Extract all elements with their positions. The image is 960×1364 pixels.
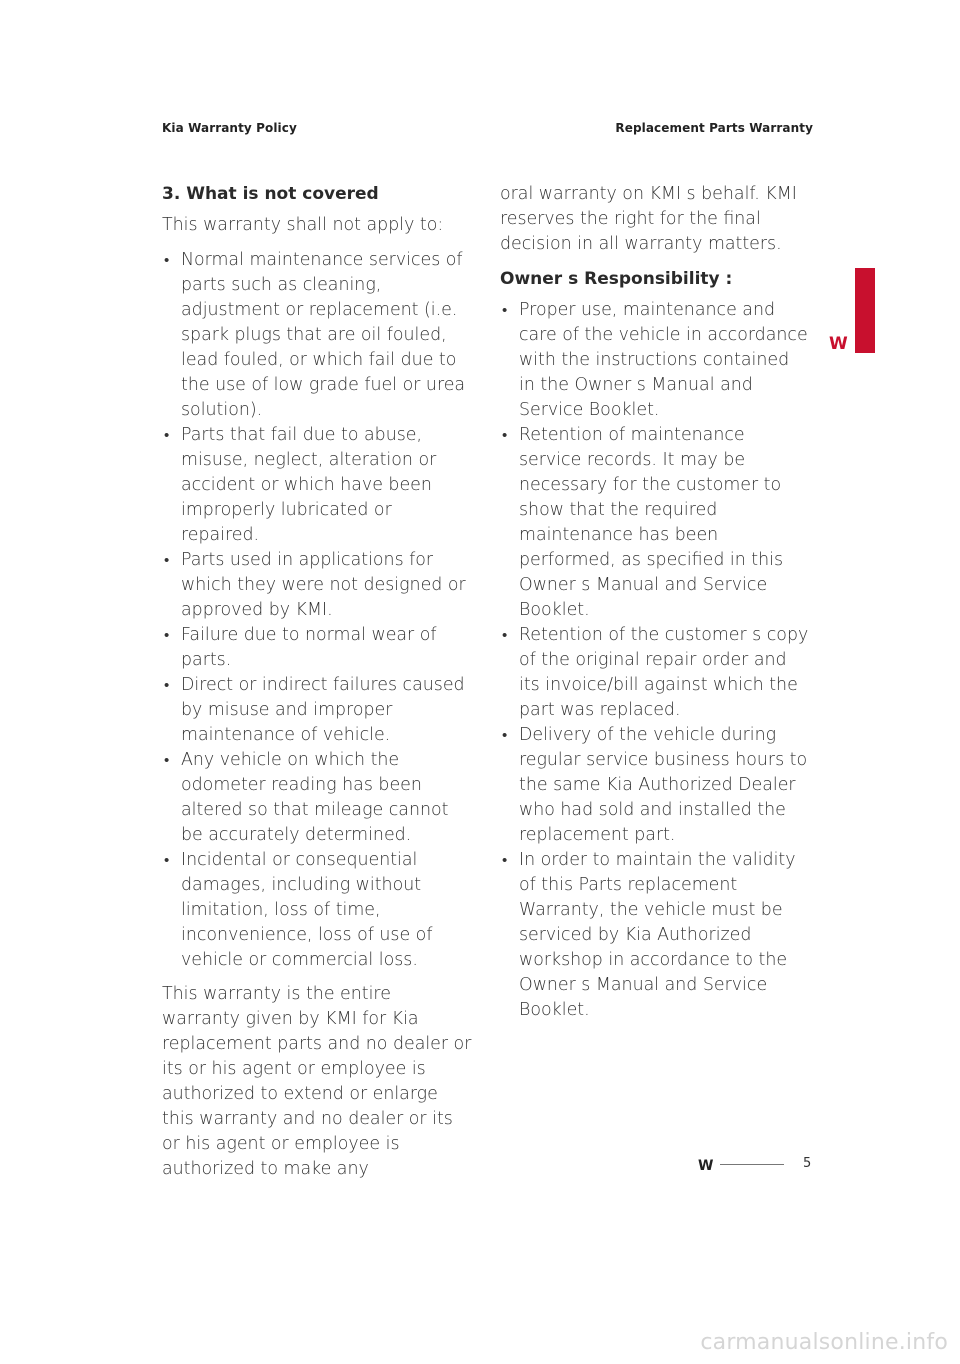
list-item: • Direct or indirect failures caused by misuse and improper maintenance of vehicle. bbox=[162, 673, 472, 748]
running-header-right: Replacement Parts Warranty bbox=[615, 121, 813, 135]
list-item: • Incidental or consequential damages, including without limitation, loss of time, inconvenience, loss of use of vehicle or commercial loss. bbox=[162, 848, 472, 973]
owner-responsibility-heading: Owner s Responsibility : bbox=[500, 269, 733, 289]
list-item: • Normal maintenance services of parts such as cleaning, adjustment or replacement (i.e. spark plugs that are oil fouled, lead fouled, or which fail due to the use of low grade fuel or urea solution). bbox=[162, 248, 472, 423]
footer-section-letter: W bbox=[698, 1158, 714, 1174]
section-tab-marker bbox=[855, 268, 875, 353]
left-column bbox=[162, 182, 472, 1192]
list-item: • Retention of the customer s copy of the original repair order and its invoice/bill against which the part was replaced. bbox=[500, 623, 810, 723]
warranty-closing-paragraph: This warranty is the entire warranty given by KMI for Kia replacement parts and no dealer or its or his agent or employee is authorized to extend or enlarge this warranty and no dealer or its or his agent or employee is authorized to make any bbox=[162, 984, 472, 1179]
list-item: • Delivery of the vehicle during regular service business hours to the same Kia Authorized Dealer who had sold and installed the replacement part. bbox=[500, 723, 810, 848]
right-column bbox=[500, 182, 810, 1032]
page-number: 5 bbox=[803, 1156, 812, 1171]
list-item: • Any vehicle on which the odometer reading has been altered so that mileage cannot be accurately determined. bbox=[162, 748, 472, 848]
not-covered-intro: This warranty shall not apply to: bbox=[162, 215, 444, 235]
list-item: • Parts that fail due to abuse, misuse, neglect, alteration or accident or which have been improperly lubricated or repaired. bbox=[162, 423, 472, 548]
footer-divider bbox=[720, 1164, 784, 1165]
owner-responsibility-list bbox=[500, 298, 810, 1023]
not-covered-heading: 3. What is not covered bbox=[162, 184, 379, 204]
running-header-left: Kia Warranty Policy bbox=[162, 121, 297, 135]
list-item: • Parts used in applications for which they were not designed or approved by KMI. bbox=[162, 548, 472, 623]
warranty-continuation-paragraph: oral warranty on KMI s behalf. KMI reserves the right for the final decision in all warranty matters. bbox=[500, 184, 797, 254]
not-covered-list bbox=[162, 248, 472, 973]
list-item: • Failure due to normal wear of parts. bbox=[162, 623, 472, 673]
section-tab-letter: W bbox=[829, 334, 848, 354]
list-item: • Proper use, maintenance and care of the vehicle in accordance with the instructions contained in the Owner s Manual and Service Booklet. bbox=[500, 298, 810, 423]
list-item: • Retention of maintenance service records. It may be necessary for the customer to show that the required maintenance has been performed, as specified in this Owner s Manual and Service Booklet. bbox=[500, 423, 810, 623]
list-item: • In order to maintain the validity of this Parts replacement Warranty, the vehicle must be serviced by Kia Authorized workshop in accordance to the Owner s Manual and Service Booklet. bbox=[500, 848, 810, 1023]
watermark-text: carmanualsonline.info bbox=[700, 1330, 948, 1355]
